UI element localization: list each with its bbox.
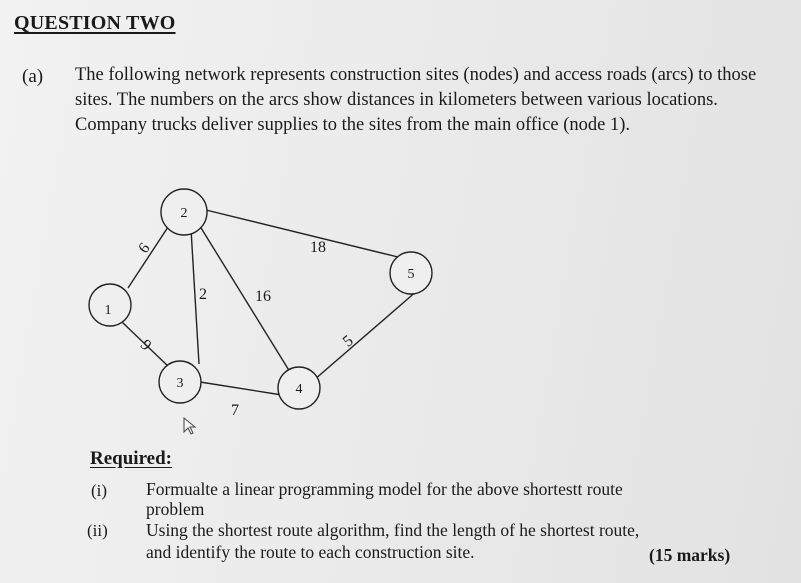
marks-label: (15 marks) <box>649 545 731 565</box>
arc-2-4-distance: 16 <box>255 288 271 305</box>
part-label: (a) <box>22 66 44 87</box>
node-3-label: 3 <box>176 376 184 391</box>
intro-paragraph: The following network represents construction sites (nodes) and access roads (arcs) to those sites. The numbers on the arcs show distances in kilometers between various locations. Company trucks deliver supplies to the sites from the main office (node 1). <box>75 65 757 135</box>
arc-2-5 <box>206 210 402 258</box>
node-2-label: 2 <box>180 206 188 221</box>
question-title: QUESTION TWO <box>14 12 176 34</box>
arc-3-4 <box>200 382 282 395</box>
item-2-number: (ii) <box>87 521 108 540</box>
node-1-label: 1 <box>104 303 112 318</box>
arc-2-5-distance: 18 <box>310 239 326 256</box>
arc-4-5 <box>314 290 418 380</box>
node-4-label: 4 <box>295 382 303 397</box>
arc-3-4-distance: 7 <box>231 402 239 419</box>
item-2-text-line1: Using the shortest route algorithm, find the length of he shortest route, <box>146 520 640 540</box>
arc-2-3-distance: 2 <box>199 286 207 303</box>
arc-1-2-distance: 6 <box>135 239 154 257</box>
node-5-label: 5 <box>407 267 415 282</box>
item-1-number: (i) <box>91 481 108 500</box>
required-heading: Required: <box>90 448 172 469</box>
arc-2-3 <box>191 229 199 364</box>
item-1-text-line2: problem <box>146 499 205 519</box>
item-1-text-line1: Formualte a linear programming model for the above shortestt route <box>146 479 623 499</box>
arc-2-4 <box>198 223 290 372</box>
item-2-text-line2: and identify the route to each construction site. <box>146 542 475 562</box>
network-diagram <box>80 185 450 435</box>
arc-1-3-distance: 9 <box>136 336 155 355</box>
mouse-cursor-icon <box>184 418 195 434</box>
arc-4-5-distance: 5 <box>339 332 357 351</box>
